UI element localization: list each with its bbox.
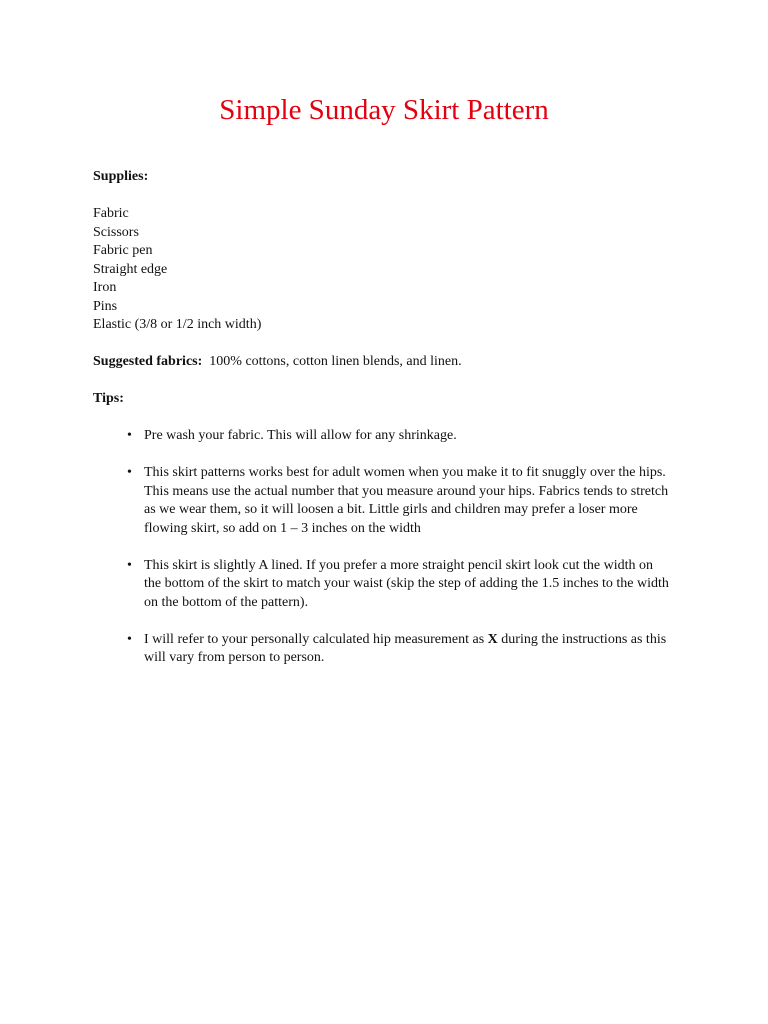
supply-item: Straight edge	[93, 261, 168, 277]
suggested-fabrics-text: 100% cottons, cotton linen blends, and linen.	[209, 354, 462, 369]
supply-item: Scissors	[93, 224, 139, 240]
tip-item	[93, 631, 669, 668]
tip-text: This skirt is slightly A lined. If you prefer a more straight pencil skirt look cut the width on the bottom of the skirt to match your waist (skip the step of adding the 1.5 inches to the width on the bottom of the pattern).	[144, 557, 669, 610]
tip-text: Pre wash your fabric. This will allow for any shrinkage.	[144, 428, 457, 443]
tip-item	[93, 464, 669, 538]
tip-text: This skirt patterns works best for adult women when you make it to fit snuggly over the hips. This means use the actual number that you measure around your hips. Fabrics tends to stretch as we wear them, so it will loosen a bit. Little girls and children may prefer a loser more flowing skirt, so add on 1 – 3 inches on the width	[144, 465, 669, 536]
supplies-list	[93, 205, 693, 335]
tip-text-before: I will refer to your personally calculated hip measurement as	[144, 631, 488, 647]
supply-item: Fabric pen	[93, 243, 153, 258]
page-title: Simple Sunday Skirt Pattern	[219, 94, 549, 126]
tip-item	[93, 557, 669, 613]
suggested-fabrics-heading: Suggested fabrics:	[93, 354, 203, 369]
supply-item: Pins	[93, 298, 118, 314]
tips-list	[93, 427, 693, 668]
bullet-icon: •	[127, 428, 132, 443]
tips-heading: Tips:	[93, 391, 124, 406]
tip-item	[93, 427, 669, 446]
supplies-heading: Supplies:	[93, 169, 149, 184]
supply-item: Iron	[93, 280, 117, 295]
bullet-icon: •	[127, 465, 132, 480]
tip-text-after: during the instructions as this will vary from person to person.	[144, 631, 667, 665]
supply-item: Elastic (3/8 or 1/2 inch width)	[93, 317, 262, 332]
suggested-fabrics	[93, 353, 693, 372]
hip-measurement-symbol: X	[487, 631, 498, 647]
bullet-icon: •	[127, 631, 132, 647]
bullet-icon: •	[127, 557, 132, 573]
tip-text	[144, 632, 666, 666]
supply-item: Fabric	[93, 206, 129, 221]
document-body	[93, 168, 693, 686]
